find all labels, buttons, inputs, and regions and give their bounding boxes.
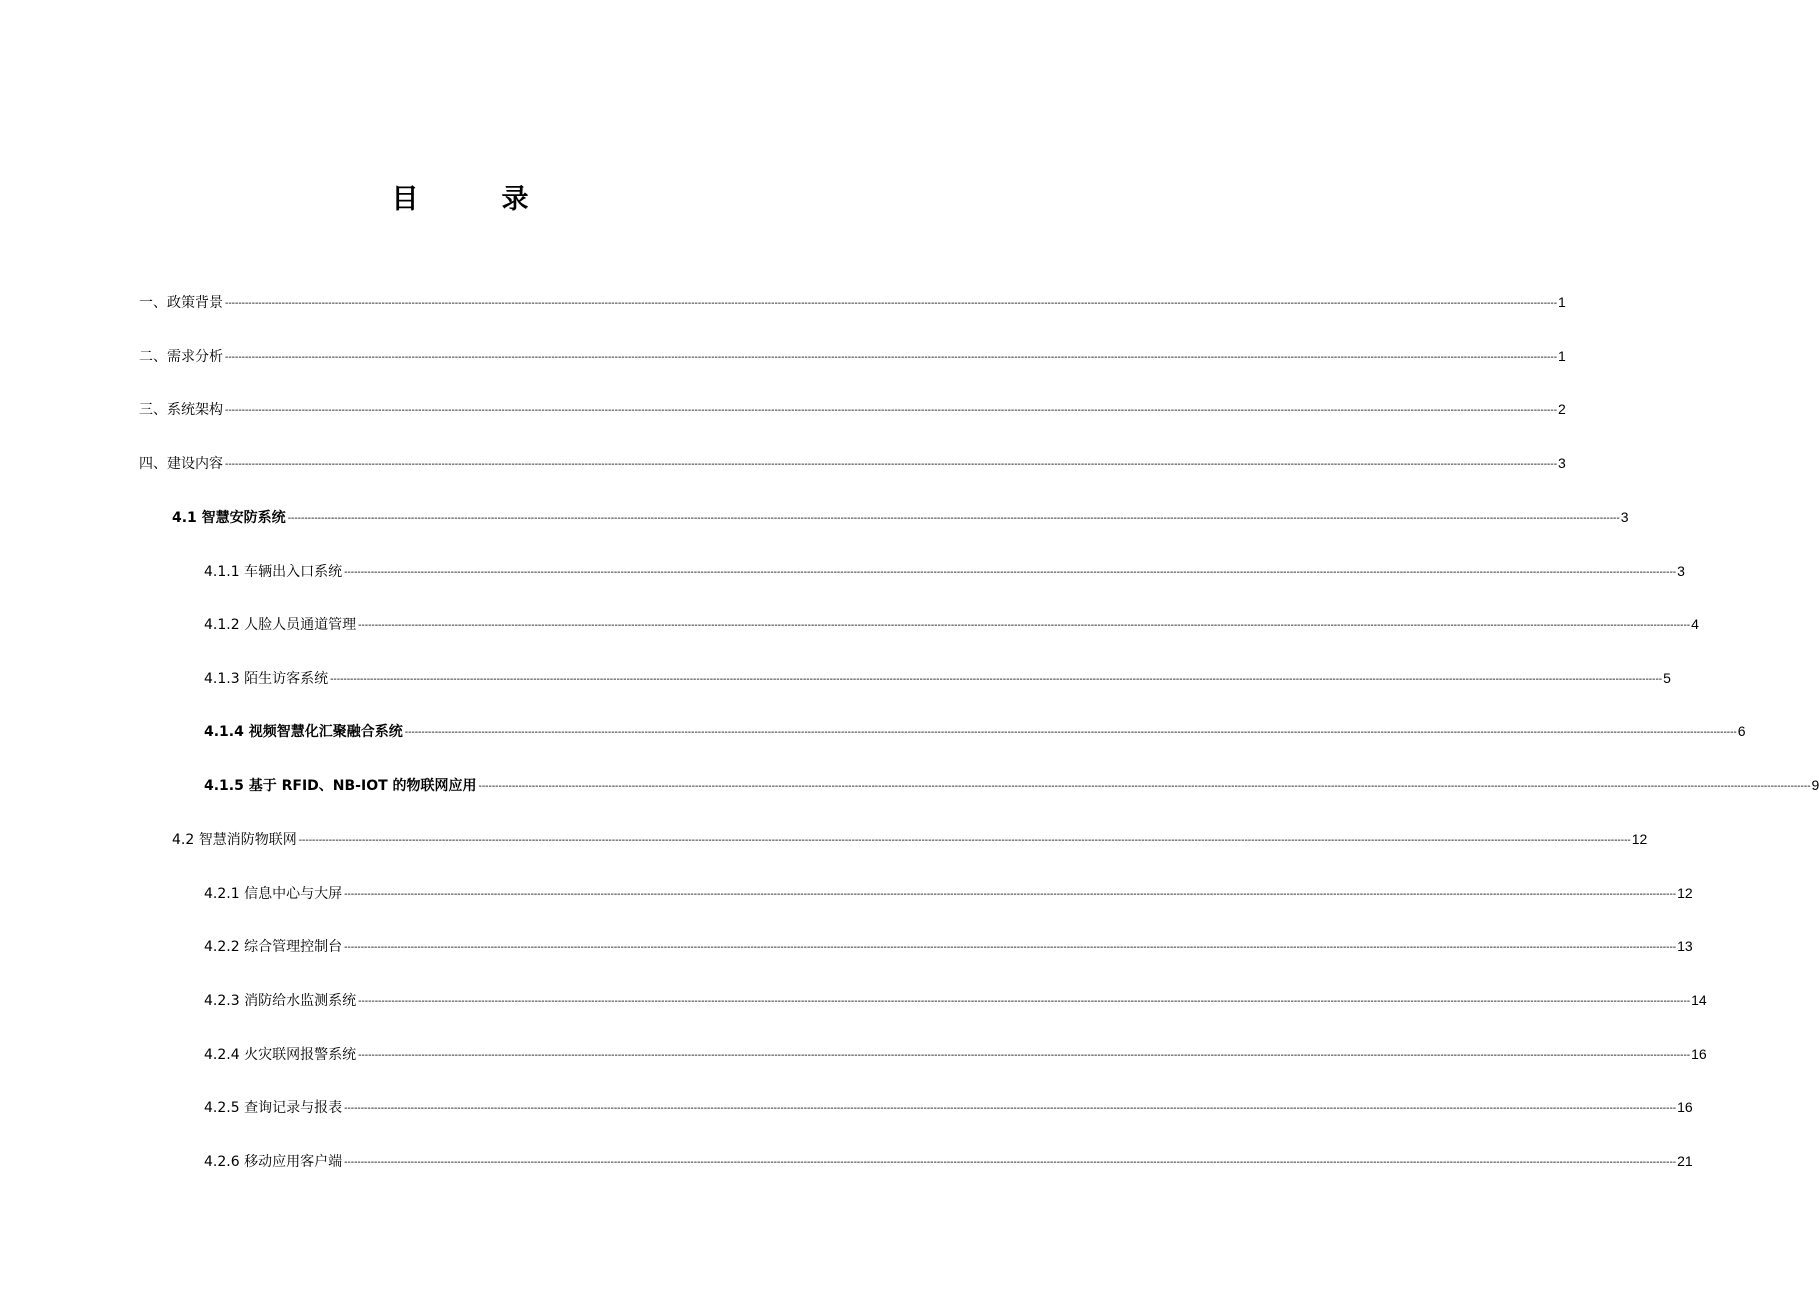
toc-leader-dots: ---------------------------------------------------------------------------------------------------------------------------------------------------------------------------------------------------------------------------------------------------------------------------------------------------------------------------------------------------------------------------------------------------------------- — [358, 1050, 1691, 1061]
toc-entry-page: 12 — [1677, 885, 1693, 901]
toc-entry-label: 二、需求分析 — [139, 349, 223, 365]
toc-entry-label: 4.1.4 视频智慧化汇聚融合系统 — [204, 724, 403, 740]
toc-entry-page: 16 — [1677, 1099, 1693, 1115]
toc-entry-page: 21 — [1677, 1153, 1693, 1169]
toc-entry-label: 4.2.5 查询记录与报表 — [204, 1100, 343, 1116]
toc-entry-label: 4.2.2 综合管理控制台 — [204, 939, 343, 955]
toc-entry-page: 3 — [1558, 455, 1566, 471]
toc-entry[interactable] — [172, 506, 1629, 528]
toc-leader-dots: ---------------------------------------------------------------------------------------------------------------------------------------------------------------------------------------------------------------------------------------------------------------------------------------------------------------------------------------------------------------------------------------------------------------- — [225, 298, 1558, 309]
toc-entry-label: 三、系统架构 — [139, 402, 223, 418]
toc-leader-dots: ---------------------------------------------------------------------------------------------------------------------------------------------------------------------------------------------------------------------------------------------------------------------------------------------------------------------------------------------------------------------------------------------------------------- — [344, 889, 1677, 900]
toc-entry-page: 2 — [1558, 401, 1566, 417]
toc-entry[interactable] — [139, 291, 1566, 313]
toc-entry-page: 13 — [1677, 938, 1693, 954]
toc-entry-page: 1 — [1558, 294, 1566, 310]
toc-leader-dots: ---------------------------------------------------------------------------------------------------------------------------------------------------------------------------------------------------------------------------------------------------------------------------------------------------------------------------------------------------------------------------------------------------------------- — [330, 674, 1663, 685]
toc-leader-dots: ---------------------------------------------------------------------------------------------------------------------------------------------------------------------------------------------------------------------------------------------------------------------------------------------------------------------------------------------------------------------------------------------------------------- — [358, 996, 1691, 1007]
toc-entry[interactable] — [204, 720, 1746, 742]
page-title: 目 录 — [391, 184, 557, 215]
toc-entry-page: 4 — [1691, 616, 1699, 632]
toc-entry[interactable] — [204, 935, 1693, 957]
toc-leader-dots: ---------------------------------------------------------------------------------------------------------------------------------------------------------------------------------------------------------------------------------------------------------------------------------------------------------------------------------------------------------------------------------------------------------------- — [358, 620, 1691, 631]
toc-leader-dots: ---------------------------------------------------------------------------------------------------------------------------------------------------------------------------------------------------------------------------------------------------------------------------------------------------------------------------------------------------------------------------------------------------------------- — [344, 567, 1677, 578]
toc-entry[interactable] — [139, 452, 1566, 474]
toc-entry[interactable] — [204, 1096, 1693, 1118]
toc-leader-dots: ---------------------------------------------------------------------------------------------------------------------------------------------------------------------------------------------------------------------------------------------------------------------------------------------------------------------------------------------------------------------------------------------------------------- — [404, 727, 1737, 738]
toc-leader-dots: ---------------------------------------------------------------------------------------------------------------------------------------------------------------------------------------------------------------------------------------------------------------------------------------------------------------------------------------------------------------------------------------------------------------- — [225, 352, 1558, 363]
toc-leader-dots: ---------------------------------------------------------------------------------------------------------------------------------------------------------------------------------------------------------------------------------------------------------------------------------------------------------------------------------------------------------------------------------------------------------------- — [344, 1157, 1677, 1168]
toc-entry-page: 3 — [1620, 509, 1629, 525]
toc-leader-dots: ---------------------------------------------------------------------------------------------------------------------------------------------------------------------------------------------------------------------------------------------------------------------------------------------------------------------------------------------------------------------------------------------------------------- — [225, 459, 1558, 470]
toc-entry-page: 14 — [1691, 992, 1707, 1008]
toc-entry[interactable] — [204, 1150, 1693, 1172]
toc-entry-label: 4.1.1 车辆出入口系统 — [204, 564, 343, 580]
toc-entry[interactable] — [204, 560, 1685, 582]
toc-leader-dots: ---------------------------------------------------------------------------------------------------------------------------------------------------------------------------------------------------------------------------------------------------------------------------------------------------------------------------------------------------------------------------------------------------------------- — [298, 835, 1631, 846]
toc-entry-label: 4.2.6 移动应用客户端 — [204, 1154, 343, 1170]
toc-entry-label: 4.1.3 陌生访客系统 — [204, 671, 329, 687]
toc-entry-label: 四、建设内容 — [139, 456, 223, 472]
toc-entry[interactable] — [139, 345, 1566, 367]
toc-entry-page: 3 — [1677, 563, 1685, 579]
toc-entry[interactable] — [204, 882, 1693, 904]
toc-leader-dots: ---------------------------------------------------------------------------------------------------------------------------------------------------------------------------------------------------------------------------------------------------------------------------------------------------------------------------------------------------------------------------------------------------------------- — [344, 942, 1677, 953]
toc-entry-label: 4.1.5 基于 RFID、NB-IOT 的物联网应用 — [204, 778, 477, 794]
toc-entry-page: 12 — [1631, 831, 1648, 847]
toc-entry-label: 4.1.2 人脸人员通道管理 — [204, 617, 357, 633]
toc-entry-page: 9 — [1811, 777, 1819, 793]
toc-entry-label: 4.2.4 火灾联网报警系统 — [204, 1047, 357, 1063]
toc-leader-dots: ---------------------------------------------------------------------------------------------------------------------------------------------------------------------------------------------------------------------------------------------------------------------------------------------------------------------------------------------------------------------------------------------------------------- — [478, 781, 1811, 792]
toc-entry[interactable] — [204, 1043, 1707, 1065]
toc-leader-dots: ---------------------------------------------------------------------------------------------------------------------------------------------------------------------------------------------------------------------------------------------------------------------------------------------------------------------------------------------------------------------------------------------------------------- — [344, 1103, 1677, 1114]
toc-leader-dots: ---------------------------------------------------------------------------------------------------------------------------------------------------------------------------------------------------------------------------------------------------------------------------------------------------------------------------------------------------------------------------------------------------------------- — [225, 405, 1558, 416]
toc-entry-label: 4.2 智慧消防物联网 — [172, 832, 297, 848]
toc-entry[interactable] — [172, 828, 1648, 850]
toc-entry-page: 1 — [1558, 348, 1566, 364]
toc-entry-label: 4.1 智慧安防系统 — [172, 510, 286, 526]
toc-entry-label: 4.2.1 信息中心与大屏 — [204, 886, 343, 902]
toc-entry[interactable] — [204, 989, 1707, 1011]
toc-entry-label: 4.2.3 消防给水监测系统 — [204, 993, 357, 1009]
toc-entry-page: 16 — [1691, 1046, 1707, 1062]
toc-entry[interactable] — [204, 667, 1671, 689]
toc-leader-dots: ---------------------------------------------------------------------------------------------------------------------------------------------------------------------------------------------------------------------------------------------------------------------------------------------------------------------------------------------------------------------------------------------------------------- — [287, 513, 1620, 524]
toc-entry-label: 一、政策背景 — [139, 295, 223, 311]
toc-entry-page: 6 — [1737, 723, 1746, 739]
toc-entry[interactable] — [139, 398, 1566, 420]
toc-entry-page: 5 — [1663, 670, 1671, 686]
toc-entry[interactable] — [204, 613, 1699, 635]
toc-entry[interactable] — [204, 774, 1819, 796]
